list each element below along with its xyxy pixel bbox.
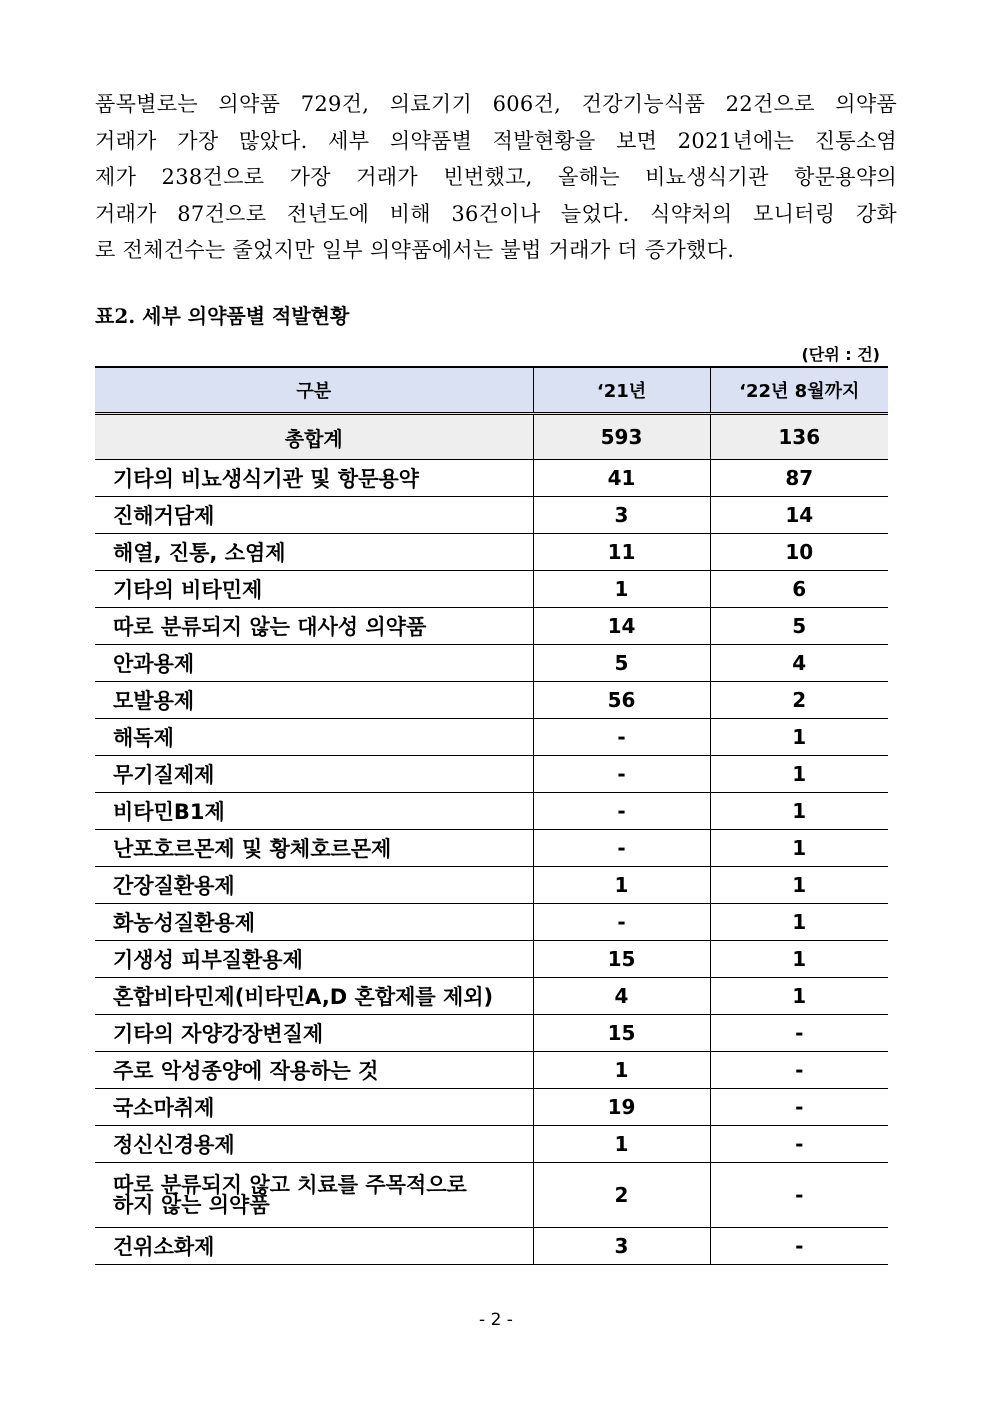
row-2021: 1 [533,1052,710,1089]
total-row [95,414,888,460]
row-2021: 11 [533,534,710,571]
row-name: 주로 악성종양에 작용하는 것 [95,1052,533,1089]
total-2021: 593 [533,414,710,460]
row-name [95,1163,533,1228]
row-2021: 14 [533,608,710,645]
table-row [95,497,888,534]
row-name: 무기질제제 [95,756,533,793]
row-2022: 10 [710,534,888,571]
row-name: 해열, 진통, 소염제 [95,534,533,571]
row-2022: 1 [710,756,888,793]
row-2021: 2 [533,1163,710,1228]
row-2022: - [710,1052,888,1089]
row-2022: 87 [710,460,888,497]
table-row [95,1089,888,1126]
row-2022: 5 [710,608,888,645]
row-2021: - [533,830,710,867]
row-name: 따로 분류되지 않는 대사성 의약품 [95,608,533,645]
header-2022: ‘22년 8월까지 [710,367,888,414]
table-row [95,1126,888,1163]
row-name: 안과용제 [95,645,533,682]
header-category: 구분 [95,367,533,414]
row-2022: 1 [710,978,888,1015]
row-2021: 1 [533,571,710,608]
row-name: 건위소화제 [95,1228,533,1265]
row-name-line: 따로 분류되지 않고 치료를 주목적으로 [113,1173,467,1197]
page-number: - 2 - [479,1310,513,1330]
row-2022: 6 [710,571,888,608]
row-2021: 4 [533,978,710,1015]
row-name: 모발용제 [95,682,533,719]
paragraph-line: 거래가 가장 많았다. 세부 의약품별 적발현황을 보면 2021년에는 진통소염 [95,128,897,153]
row-2021: 15 [533,1015,710,1052]
row-2022: 4 [710,645,888,682]
table-row [95,756,888,793]
row-2022: 1 [710,904,888,941]
row-name: 혼합비타민제(비타민A,D 혼합제를 제외) [95,978,533,1015]
row-2021: - [533,756,710,793]
table-row [95,1015,888,1052]
row-2021: - [533,793,710,830]
row-name: 간장질환용제 [95,867,533,904]
row-2021: 5 [533,645,710,682]
row-2022: - [710,1228,888,1265]
row-name: 기타의 비타민제 [95,571,533,608]
table-row [95,534,888,571]
unit-label: (단위 : 건) [801,345,880,364]
row-2021: 1 [533,867,710,904]
row-name: 기타의 자양강장변질제 [95,1015,533,1052]
row-2021: - [533,904,710,941]
paragraph-line: 품목별로는 의약품 729건, 의료기기 606건, 건강기능식품 22건으로 의약품 [95,92,897,116]
row-name: 해독제 [95,719,533,756]
row-2021: 3 [533,497,710,534]
row-2022: 1 [710,941,888,978]
row-name: 비타민B1제 [95,793,533,830]
row-name: 진해거담제 [95,497,533,534]
row-name: 난포호르몬제 및 황체호르몬제 [95,830,533,867]
row-2022: 1 [710,830,888,867]
table-row [95,941,888,978]
header-2021: ‘21년 [533,367,710,414]
row-2021: 19 [533,1089,710,1126]
row-2021: 3 [533,1228,710,1265]
row-2021: 1 [533,1126,710,1163]
body-paragraph [95,86,897,269]
paragraph-line: 로 전체건수는 줄었지만 일부 의약품에서는 불법 거래가 더 증가했다. [95,238,735,262]
row-name: 화농성질환용제 [95,904,533,941]
row-2022: - [710,1126,888,1163]
table-row [95,1052,888,1089]
table-row [95,460,888,497]
table-row [95,978,888,1015]
row-2022: 1 [710,719,888,756]
table-row [95,571,888,608]
total-2022: 136 [710,414,888,460]
paragraph-line: 거래가 87건으로 전년도에 비해 36건이나 늘었다. 식약처의 모니터링 강화 [95,201,897,226]
row-name-line: 하지 않는 의약품 [113,1193,270,1217]
table-row [95,682,888,719]
row-name: 국소마취제 [95,1089,533,1126]
row-name: 기타의 비뇨생식기관 및 항문용약 [95,460,533,497]
table-row [95,830,888,867]
row-2022: - [710,1163,888,1228]
row-2022: 14 [710,497,888,534]
table-row [95,904,888,941]
table-row [95,793,888,830]
row-2021: 15 [533,941,710,978]
row-2022: - [710,1089,888,1126]
table-row [95,645,888,682]
row-2022: 2 [710,682,888,719]
table-row [95,1163,888,1228]
row-2022: - [710,1015,888,1052]
table-row [95,719,888,756]
row-2022: 1 [710,793,888,830]
row-2021: 41 [533,460,710,497]
row-2021: 56 [533,682,710,719]
drug-detection-table [95,366,888,1265]
row-name: 기생성 피부질환용제 [95,941,533,978]
table-row [95,1228,888,1265]
table-title: 표2. 세부 의약품별 적발현황 [95,304,350,328]
table-header-row [95,367,888,414]
row-name: 정신신경용제 [95,1126,533,1163]
paragraph-line: 제가 238건으로 가장 거래가 빈번했고, 올해는 비뇨생식기관 항문용약의 [95,165,897,189]
total-label: 총합계 [95,414,533,460]
row-2021: - [533,719,710,756]
table-row [95,867,888,904]
row-2022: 1 [710,867,888,904]
table-row [95,608,888,645]
